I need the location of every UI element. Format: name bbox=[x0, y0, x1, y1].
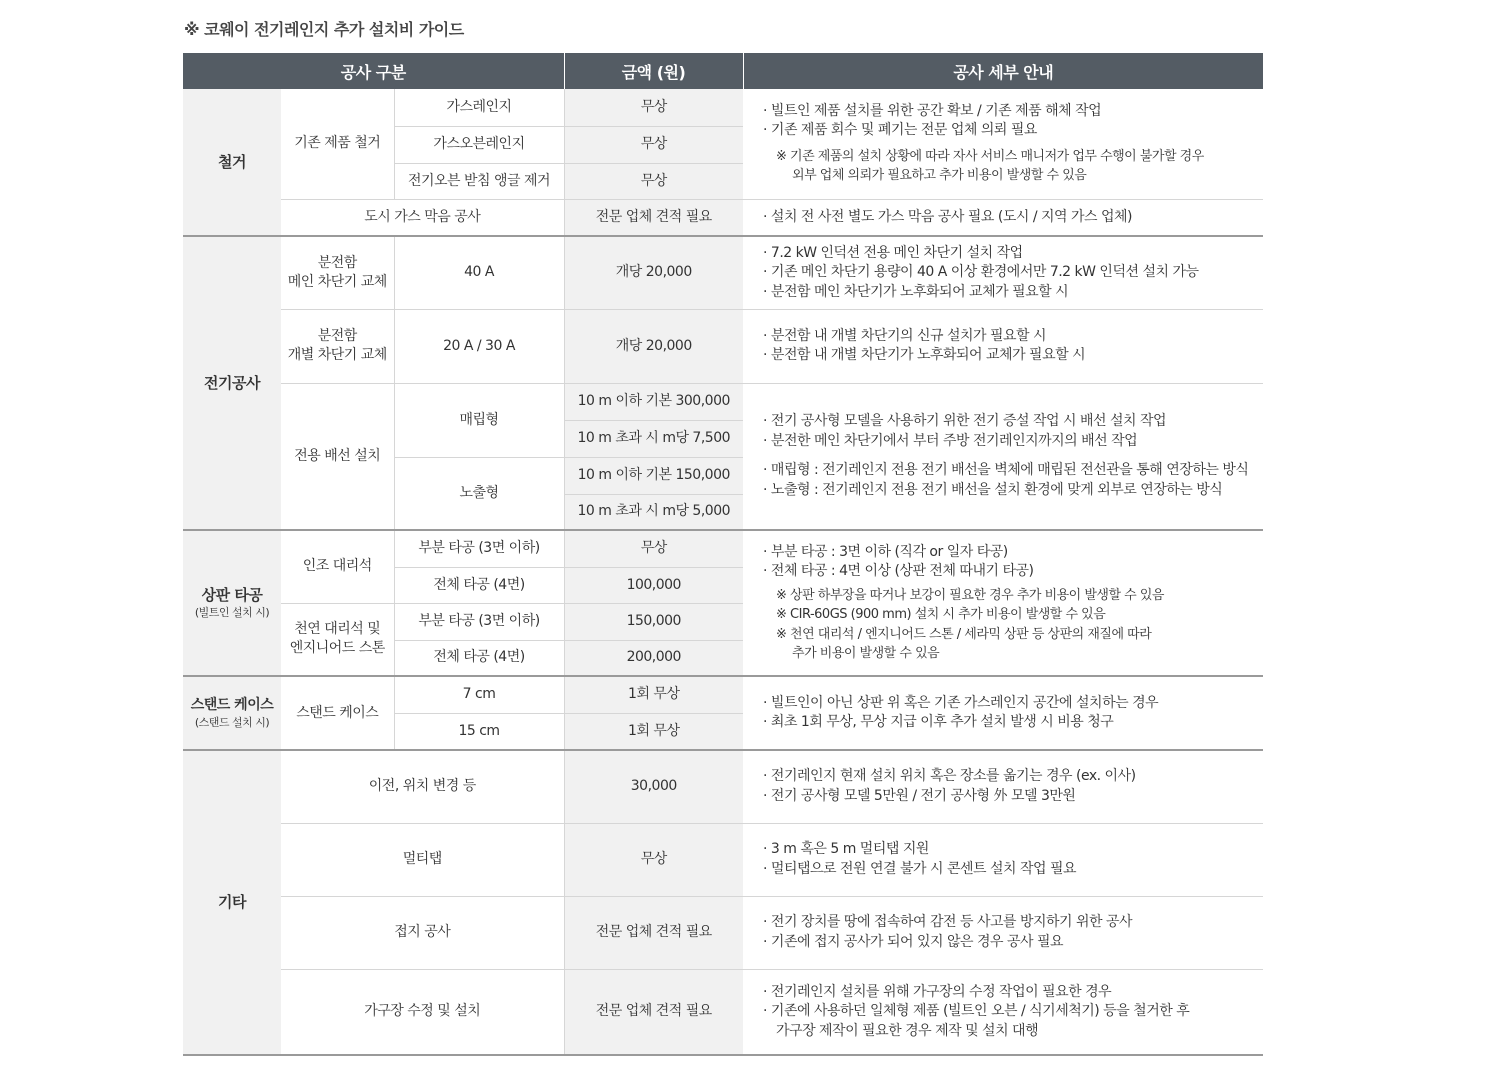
table-row bbox=[183, 969, 1263, 1055]
detail-line: · 빌트인이 아닌 상판 위 혹은 기존 가스레인지 공간에 설치하는 경우 bbox=[763, 694, 1159, 711]
name-line: 분전함 bbox=[317, 328, 357, 344]
existing-removal-label: 기존 제품 철거 bbox=[281, 89, 394, 199]
sub-breaker-name bbox=[281, 309, 394, 383]
detail-line: · 분전한 메인 차단기에서 부터 주방 전기레인지까지의 배선 작업 bbox=[763, 432, 1138, 449]
item-amount: 무상 bbox=[564, 163, 743, 199]
table-row bbox=[183, 309, 1263, 383]
name-line: 분전함 bbox=[317, 254, 357, 271]
detail-line: · 전기 공사형 모델을 사용하기 위한 전기 증설 작업 시 배선 설치 작업 bbox=[763, 413, 1167, 430]
table-row bbox=[183, 383, 1263, 420]
table-row bbox=[183, 89, 1263, 126]
item-amount: 무상 bbox=[564, 126, 743, 163]
stand-detail bbox=[743, 676, 1263, 750]
perforation-type: 부분 타공 (3면 이하) bbox=[394, 603, 564, 640]
name-line: 개별 차단기 교체 bbox=[287, 347, 387, 363]
perforation-type: 전체 타공 (4면) bbox=[394, 640, 564, 676]
category-counter bbox=[183, 530, 281, 676]
table-row bbox=[183, 236, 1263, 309]
artificial-marble: 인조 대리석 bbox=[281, 530, 394, 603]
wiring-buried: 매립형 bbox=[394, 383, 564, 457]
etc-item-amount: 전문 업체 견적 필요 bbox=[564, 896, 743, 969]
detail-line: · 7.2 kW 인덕션 전용 메인 차단기 설치 작업 bbox=[763, 244, 1023, 261]
gas-block-amount: 전문 업체 견적 필요 bbox=[564, 199, 743, 236]
sub-breaker-amount: 개당 20,000 bbox=[564, 309, 743, 383]
category-sub: (빌트인 설치 시) bbox=[194, 605, 270, 619]
main-breaker-amount: 개당 20,000 bbox=[564, 236, 743, 309]
detail-line: · 매립형 : 전기레인지 전용 전기 배선을 벽체에 매립된 전선관을 통해 연장하는 방식 bbox=[763, 462, 1249, 479]
detail-line: · 분전함 메인 차단기가 노후화되어 교체가 필요할 시 bbox=[763, 283, 1069, 300]
table-row bbox=[183, 896, 1263, 969]
name-line: 천연 대리석 및 bbox=[294, 621, 381, 638]
perforation-type: 전체 타공 (4면) bbox=[394, 567, 564, 603]
detail-line: · 최초 1회 무상, 무상 지급 이후 추가 설치 발생 시 비용 청구 bbox=[763, 714, 1114, 730]
etc-item-name: 접지 공사 bbox=[281, 896, 564, 969]
detail-line: 가구장 제작이 필요한 경우 제작 및 설치 대행 bbox=[776, 1022, 1039, 1039]
detail-line: · 빌트인 제품 설치를 위한 공간 확보 / 기존 제품 해체 작업 bbox=[763, 102, 1102, 119]
etc-item-name: 이전, 위치 변경 등 bbox=[281, 750, 564, 823]
detail-line: · 노출형 : 전기레인지 전용 전기 배선을 설치 환경에 맞게 외부로 연장하는 방식 bbox=[763, 481, 1223, 498]
etc-item-detail bbox=[743, 896, 1263, 969]
stand-size: 7 cm bbox=[394, 676, 564, 713]
sub-breaker-detail bbox=[743, 309, 1263, 383]
removal-detail bbox=[743, 89, 1263, 199]
item-name: 가스오븐레인지 bbox=[394, 126, 564, 163]
detail-line: · 3 m 혹은 5 m 멀티탭 지원 bbox=[763, 841, 929, 857]
detail-note: ※ 상판 하부장을 따거나 보강이 필요한 경우 추가 비용이 발생할 수 있음 bbox=[776, 587, 1164, 603]
detail-line: · 기존에 접지 공사가 되어 있지 않은 경우 공사 필요 bbox=[763, 933, 1063, 950]
etc-item-amount: 30,000 bbox=[564, 750, 743, 823]
category-electric: 전기공사 bbox=[183, 236, 281, 530]
table-row bbox=[183, 676, 1263, 713]
category-etc: 기타 bbox=[183, 750, 281, 1055]
etc-item-amount: 무상 bbox=[564, 823, 743, 896]
etc-item-detail bbox=[743, 750, 1263, 823]
detail-line: · 부분 타공 : 3면 이하 (직각 or 일자 타공) bbox=[763, 543, 1008, 560]
wiring-amount: 10 m 초과 시 m당 5,000 bbox=[564, 494, 743, 530]
header-category: 공사 구분 bbox=[183, 53, 564, 89]
main-breaker-detail bbox=[743, 236, 1263, 309]
name-line: 메인 차단기 교체 bbox=[287, 273, 387, 290]
detail-note: ※ 천연 대리석 / 엔지니어드 스톤 / 세라믹 상판 등 상판의 재질에 따라 bbox=[776, 626, 1152, 642]
table-row bbox=[183, 530, 1263, 567]
main-breaker-spec: 40 A bbox=[394, 236, 564, 309]
perforation-amount: 100,000 bbox=[564, 567, 743, 603]
category-removal: 철거 bbox=[183, 89, 281, 236]
detail-note: 외부 업체 의뢰가 필요하고 추가 비용이 발생할 수 있음 bbox=[792, 168, 1087, 184]
detail-note: ※ 기존 제품의 설치 상황에 따라 자사 서비스 매니저가 업무 수행이 불가할 경우 bbox=[776, 148, 1204, 164]
detail-note: ※ CIR-60GS (900 mm) 설치 시 추가 비용이 발생할 수 있음 bbox=[776, 607, 1106, 622]
detail-line: · 전기레인지 설치를 위해 가구장의 수정 작업이 필요한 경우 bbox=[763, 983, 1112, 1000]
gas-block-name: 도시 가스 막음 공사 bbox=[281, 199, 564, 236]
detail-line: · 멀티탭으로 전원 연결 불가 시 콘센트 설치 작업 필요 bbox=[763, 860, 1077, 877]
perforation-amount: 200,000 bbox=[564, 640, 743, 676]
stand-amount: 1회 무상 bbox=[564, 676, 743, 713]
table-row bbox=[183, 823, 1263, 896]
perforation-amount: 150,000 bbox=[564, 603, 743, 640]
table-header bbox=[183, 53, 1263, 89]
wiring-amount: 10 m 초과 시 m당 7,500 bbox=[564, 420, 743, 457]
detail-line: · 분전함 내 개별 차단기가 노후화되어 교체가 필요할 시 bbox=[763, 347, 1086, 363]
detail-line: · 전기레인지 현재 설치 위치 혹은 장소를 옮기는 경우 (ex. 이사) bbox=[763, 768, 1136, 785]
main-breaker-name bbox=[281, 236, 394, 309]
table-row bbox=[183, 750, 1263, 823]
perforation-amount: 무상 bbox=[564, 530, 743, 567]
item-name: 가스레인지 bbox=[394, 89, 564, 126]
category-label: 상판 타공 bbox=[201, 585, 263, 604]
etc-item-name: 멀티탭 bbox=[281, 823, 564, 896]
header-amount: 금액 (원) bbox=[564, 53, 743, 89]
detail-line: · 전체 타공 : 4면 이상 (상판 전체 따내기 타공) bbox=[763, 563, 1034, 579]
wiring-detail bbox=[743, 383, 1263, 530]
name-line: 엔지니어드 스톤 bbox=[289, 640, 385, 657]
table-row bbox=[183, 199, 1263, 236]
etc-item-detail bbox=[743, 969, 1263, 1055]
spacer bbox=[763, 451, 1263, 461]
detail-note: 추가 비용이 발생할 수 있음 bbox=[792, 646, 940, 661]
install-cost-table bbox=[183, 53, 1263, 1056]
detail-line: · 전기 장치를 땅에 접속하여 감전 등 사고를 방지하기 위한 공사 bbox=[763, 914, 1133, 930]
etc-item-name: 가구장 수정 및 설치 bbox=[281, 969, 564, 1055]
stand-amount: 1회 무상 bbox=[564, 713, 743, 750]
category-stand bbox=[183, 676, 281, 750]
stand-size: 15 cm bbox=[394, 713, 564, 750]
wiring-name: 전용 배선 설치 bbox=[281, 383, 394, 530]
etc-item-amount: 전문 업체 견적 필요 bbox=[564, 969, 743, 1055]
stand-case-name: 스탠드 케이스 bbox=[281, 676, 394, 750]
item-amount: 무상 bbox=[564, 89, 743, 126]
header-detail: 공사 세부 안내 bbox=[743, 53, 1263, 89]
detail-line: · 분전함 내 개별 차단기의 신규 설치가 필요할 시 bbox=[763, 327, 1047, 344]
item-name: 전기오븐 받침 앵글 제거 bbox=[394, 163, 564, 199]
detail-line: · 전기 공사형 모델 5만원 / 전기 공사형 外 모델 3만원 bbox=[763, 787, 1076, 804]
natural-marble bbox=[281, 603, 394, 676]
wiring-amount: 10 m 이하 기본 300,000 bbox=[564, 383, 743, 420]
category-sub: (스탠드 설치 시) bbox=[194, 715, 270, 729]
detail-line: · 기존 메인 차단기 용량이 40 A 이상 환경에서만 7.2 kW 인덕션 설치 가능 bbox=[763, 264, 1199, 280]
detail-line: · 기존 제품 회수 및 폐기는 전문 업체 의뢰 필요 bbox=[763, 122, 1037, 139]
wiring-amount: 10 m 이하 기본 150,000 bbox=[564, 457, 743, 494]
counter-detail bbox=[743, 530, 1263, 676]
etc-item-detail bbox=[743, 823, 1263, 896]
detail-line: · 기존에 사용하던 일체형 제품 (빌트인 오븐 / 식기세척기) 등을 철거한 후 bbox=[763, 1003, 1190, 1019]
sub-breaker-spec: 20 A / 30 A bbox=[394, 309, 564, 383]
gas-block-detail: · 설치 전 사전 별도 가스 막음 공사 필요 (도시 / 지역 가스 업체) bbox=[743, 199, 1263, 236]
wiring-exposed: 노출형 bbox=[394, 457, 564, 530]
page-title: ※ 코웨이 전기레인지 추가 설치비 가이드 bbox=[184, 20, 464, 39]
perforation-type: 부분 타공 (3면 이하) bbox=[394, 530, 564, 567]
category-label: 스탠드 케이스 bbox=[190, 696, 274, 713]
